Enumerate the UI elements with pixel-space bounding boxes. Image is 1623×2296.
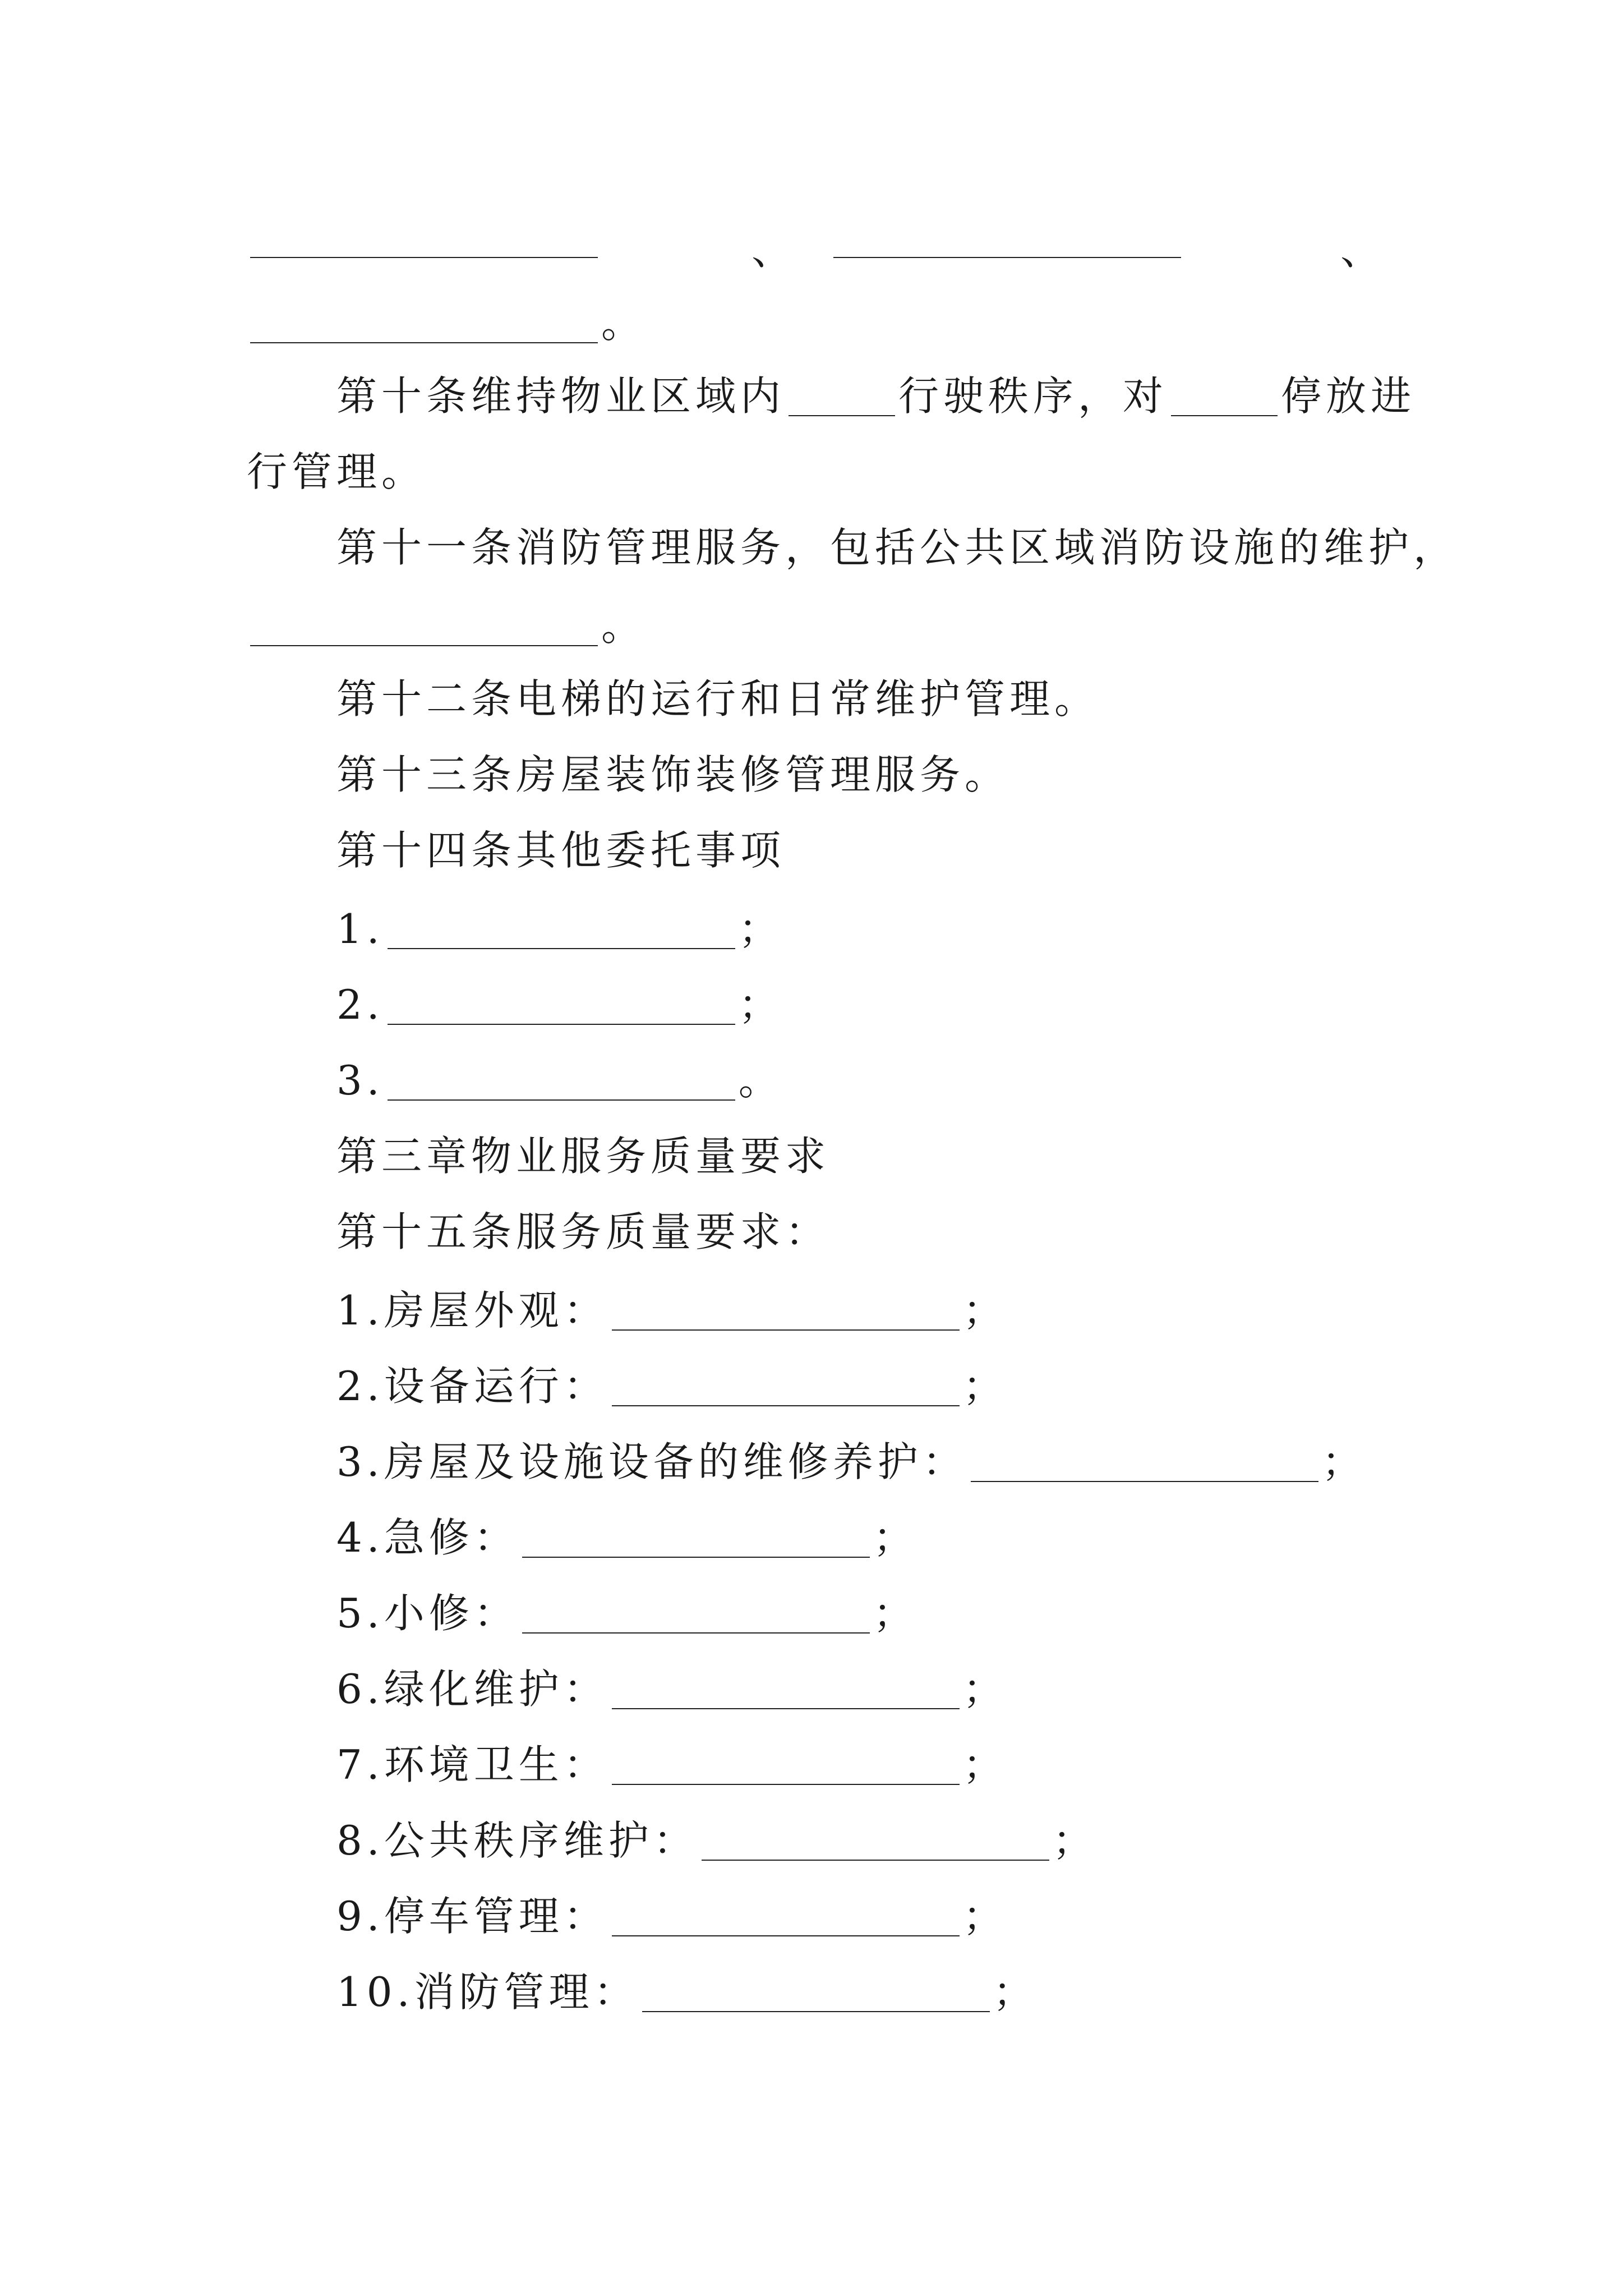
semicolon: ； [1321,1438,1367,1485]
article-14 [336,827,786,874]
quality-label: 2.设备运行： [336,1363,608,1410]
fill-blank[interactable] [833,224,1181,258]
article-13-text: 第十三条房屋装饰装修管理服务。 [336,751,1010,798]
semicolon: ； [738,905,783,953]
enum-line-2 [247,300,647,347]
period: 。 [738,1057,783,1104]
fill-blank[interactable] [612,1676,960,1709]
article-12-text: 第十二条电梯的运行和日常维护管理。 [336,675,1100,723]
semicolon: ； [873,1514,918,1561]
period: 。 [601,602,647,650]
article-15-text: 第十五条服务质量要求： [336,1208,831,1255]
quality-item-2 [336,1363,1008,1410]
quality-item-8 [336,1817,1098,1864]
article-10-text-a: 第十条维持物业区域内 [336,372,786,420]
fill-blank[interactable] [642,1978,990,2012]
fill-blank[interactable] [612,1903,960,1936]
quality-item-3 [336,1438,1367,1485]
fill-blank[interactable] [250,310,598,343]
article-11 [336,524,1459,571]
semicolon: ； [962,1665,1008,1713]
quality-label: 6.绿化维护： [336,1665,608,1713]
fill-blank[interactable] [388,915,735,949]
quality-item-5 [336,1590,918,1637]
fill-blank[interactable] [971,1448,1318,1482]
semicolon: ； [962,1741,1008,1788]
chapter-3-text: 第三章物业服务质量要求 [336,1133,831,1180]
item-number: 2. [336,981,384,1028]
fill-blank[interactable] [250,224,598,258]
quality-label: 1.房屋外观： [336,1287,608,1334]
semicolon: ； [962,1363,1008,1410]
fill-blank[interactable] [388,991,735,1025]
article-10-text-d: 行管理。 [247,448,427,495]
article-12 [336,675,1100,723]
item-number: 1. [336,905,384,953]
article-10-text-c: 停放进 [1281,372,1416,420]
fill-blank[interactable] [522,1600,870,1634]
fill-blank[interactable] [522,1524,870,1558]
article-14-item-2 [336,981,783,1028]
semicolon: ； [993,1968,1038,2016]
fill-blank[interactable] [612,1751,960,1785]
article-14-item-1 [336,905,783,953]
article-10-text-b: 行驶秩序，对 [898,372,1168,420]
fill-blank[interactable] [1171,383,1278,416]
quality-item-1 [336,1287,1008,1334]
chapter-3-heading [336,1133,831,1180]
enum-separator: 、 [1340,227,1381,274]
quality-item-6 [336,1665,1008,1713]
quality-item-4 [336,1514,918,1561]
semicolon: ； [1052,1817,1098,1864]
semicolon: ； [873,1590,918,1637]
fill-blank[interactable] [388,1067,735,1101]
quality-label: 7.环境卫生： [336,1741,608,1788]
fill-blank[interactable] [250,613,598,646]
article-14-text: 第十四条其他委托事项 [336,827,786,874]
quality-label: 4.急修： [336,1514,519,1561]
article-14-item-3 [336,1057,783,1104]
fill-blank[interactable] [612,1297,960,1331]
semicolon: ； [962,1287,1008,1334]
quality-label: 9.停车管理： [336,1893,608,1940]
enum-separator: 、 [751,227,792,274]
article-13 [336,751,1010,798]
quality-item-9 [336,1893,1008,1940]
quality-item-10 [336,1968,1038,2016]
period: 。 [601,300,647,347]
quality-item-7 [336,1741,1008,1788]
enum-line-1b [830,224,1184,258]
article-15 [336,1208,831,1255]
quality-label: 3.房屋及设施设备的维修养护： [336,1438,967,1485]
quality-label: 8.公共秩序维护： [336,1817,698,1864]
enum-line-1 [247,224,601,258]
article-10-cont [247,448,427,495]
article-10 [336,372,1416,420]
quality-label: 5.小修： [336,1590,519,1637]
article-11-cont [247,602,647,650]
quality-label: 10.消防管理： [336,1968,639,2016]
fill-blank[interactable] [612,1373,960,1406]
article-11-text: 第十一条消防管理服务，包括公共区域消防设施的维护， [336,524,1459,571]
semicolon: ； [962,1893,1008,1940]
item-number: 3. [336,1057,384,1104]
fill-blank[interactable] [702,1827,1049,1861]
semicolon: ； [738,981,783,1028]
fill-blank[interactable] [789,383,895,416]
